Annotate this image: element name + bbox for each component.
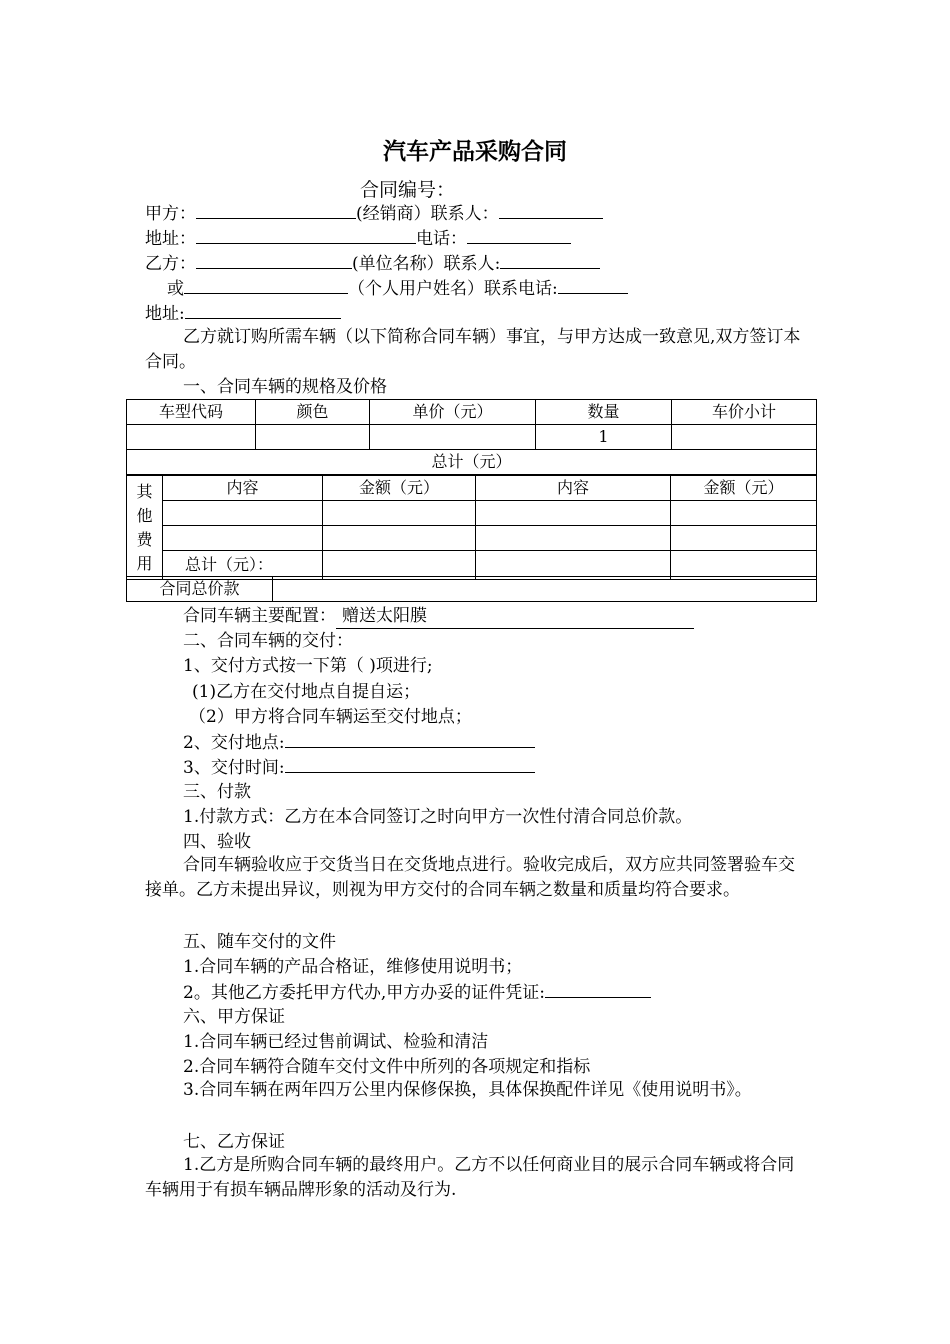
section-7-title: 七、乙方保证 (183, 1132, 285, 1152)
documents-item-1: 1.合同车辆的产品合格证，维修使用说明书； (183, 957, 523, 977)
section-6-title: 六、甲方保证 (183, 1007, 285, 1027)
fee-cell[interactable] (323, 526, 476, 551)
cell-color[interactable] (256, 425, 370, 450)
party-a-address-line: 地址： 电话： (145, 226, 571, 251)
section-1-title: 一、合同车辆的规格及价格 (183, 377, 387, 397)
party-a-address-blank[interactable] (196, 226, 416, 244)
table-row (127, 425, 817, 450)
total-label: 总计（元） (127, 450, 817, 475)
delivery-method: 1、交付方式按一下第（ )项进行; (183, 656, 433, 676)
warranty-item-3: 3.合同车辆在两年四万公里内保修保换，具体保换配件详见《使用说明书》。 (183, 1080, 752, 1100)
section-2-title: 二、合同车辆的交付： (183, 631, 353, 651)
fee-cell[interactable] (476, 526, 671, 551)
payment-method: 1.付款方式：乙方在本合同签订之时向甲方一次性付清合同总价款。 (183, 807, 693, 827)
delivery-option-2: （2）甲方将合同车辆运至交付地点； (189, 707, 472, 727)
party-b-address-line: 地址: (145, 301, 341, 326)
fee-header-amount-2: 金额（元） (671, 476, 817, 501)
buyer-guarantee-item-1: 1.乙方是所购合同车辆的最终用户。乙方不以任何商业目的展示合同车辆或将合同车辆用于有损车辆品牌形象的活动及行为. (145, 1155, 795, 1200)
party-b-contact-blank[interactable] (500, 251, 600, 269)
fee-total-label: 总计（元）： (163, 551, 323, 580)
header-subtotal: 车价小计 (672, 400, 817, 425)
other-fees-table (126, 475, 817, 580)
delivery-place-line: 2、交付地点: (183, 730, 535, 755)
cell-subtotal[interactable] (672, 425, 817, 450)
price-table (126, 399, 817, 475)
delivery-time-line: 3、交付时间: (183, 755, 535, 780)
party-a-contact-blank[interactable] (499, 201, 603, 219)
fee-cell[interactable] (323, 501, 476, 526)
warranty-item-2: 2.合同车辆符合随车交付文件中所列的各项规定和指标 (183, 1057, 591, 1077)
party-a-phone-blank[interactable] (467, 226, 571, 244)
fee-cell[interactable] (671, 501, 817, 526)
party-b-address-blank[interactable] (185, 301, 341, 319)
header-model-code: 车型代码 (127, 400, 256, 425)
header-unit-price: 单价（元） (370, 400, 536, 425)
header-color: 颜色 (256, 400, 370, 425)
delivery-time-blank[interactable] (285, 755, 535, 773)
cell-quantity[interactable]: 1 (536, 425, 672, 450)
individual-phone-blank[interactable] (558, 276, 628, 294)
party-a-blank[interactable] (196, 201, 356, 219)
price-table-header (127, 400, 817, 425)
cell-model-code[interactable] (127, 425, 256, 450)
config-value[interactable]: 赠送太阳膜 (336, 604, 694, 629)
section-4-title: 四、验收 (183, 832, 251, 852)
fee-cell[interactable] (476, 501, 671, 526)
contract-total-label: 合同总价款 (127, 577, 273, 602)
fee-cell[interactable] (163, 526, 323, 551)
delivery-option-1: (1)乙方在交付地点自提自运； (192, 682, 421, 702)
party-b-line: 乙方： (单位名称）联系人: (145, 251, 600, 276)
fee-cell[interactable] (163, 501, 323, 526)
section-5-title: 五、随车交付的文件 (183, 932, 336, 952)
individual-name-blank[interactable] (184, 276, 348, 294)
section-3-title: 三、付款 (183, 782, 251, 802)
warranty-item-1: 1.合同车辆已经过售前调试、检验和清洁 (183, 1032, 489, 1052)
header-quantity: 数量 (536, 400, 672, 425)
total-row (127, 450, 817, 475)
contract-number-label: 合同编号： (360, 179, 456, 201)
documents-blank[interactable] (545, 980, 651, 998)
document-title: 汽车产品采购合同 (383, 139, 567, 165)
table-row (127, 526, 817, 551)
table-row (127, 501, 817, 526)
fee-cell[interactable] (671, 526, 817, 551)
individual-line: 或 （个人用户姓名）联系电话: (167, 276, 628, 301)
cell-unit-price[interactable] (370, 425, 536, 450)
intro-paragraph: 乙方就订购所需车辆（以下简称合同车辆）事宜，与甲方达成一致意见,双方签订本合同。 (145, 327, 801, 372)
delivery-place-blank[interactable] (285, 730, 535, 748)
documents-item-2-line: 2。其他乙方委托甲方代办,甲方办妥的证件凭证: (183, 980, 651, 1005)
config-line: 合同车辆主要配置： 赠送太阳膜 (183, 604, 694, 629)
party-a-line: 甲方： (经销商）联系人： (145, 201, 603, 226)
contract-total-table (126, 576, 817, 602)
fee-header-content-1: 内容 (163, 476, 323, 501)
acceptance-paragraph: 合同车辆验收应于交货当日在交货地点进行。验收完成后，双方应共同签署验车交接单。乙方未提出异议，则视为甲方交付的合同车辆之数量和质量均符合要求。 (145, 855, 795, 900)
party-b-blank[interactable] (196, 251, 352, 269)
fee-header-amount-1: 金额（元） (323, 476, 476, 501)
other-fees-label: 其 他 费 用 (127, 476, 163, 580)
contract-total-cell[interactable] (273, 577, 817, 602)
fee-header-content-2: 内容 (476, 476, 671, 501)
